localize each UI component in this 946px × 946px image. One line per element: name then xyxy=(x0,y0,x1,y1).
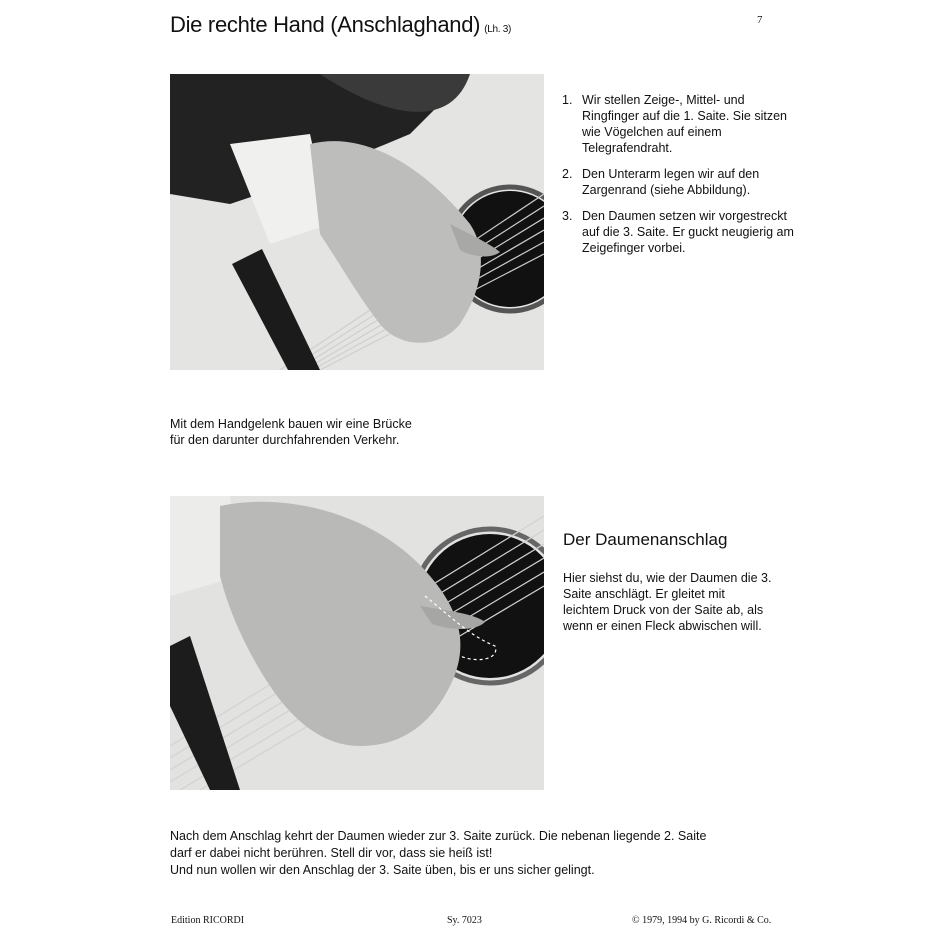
page-title xyxy=(170,12,511,38)
title-reference: (Lh. 3) xyxy=(484,24,511,35)
step-text: Wir stellen Zeige-, Mittel- und Ringfinger auf die 1. Saite. Sie sitzen wie Vögelchen auf einem Telegrafendraht. xyxy=(582,93,787,155)
closing-text xyxy=(170,828,790,879)
step-number: 1. xyxy=(562,93,573,107)
step-number: 2. xyxy=(562,167,573,181)
photo-right-hand-on-guitar xyxy=(170,74,544,370)
text-line: Und nun wollen wir den Anschlag der 3. Saite üben, bis er uns sicher gelingt. xyxy=(170,863,595,877)
section-paragraph: Hier siehst du, wie der Daumen die 3. Saite anschlägt. Er gleitet mit leichtem Druck von der Saite ab, als wenn er einen Fleck abwischen will. xyxy=(563,571,772,633)
list-item xyxy=(562,166,802,198)
instruction-list xyxy=(562,92,802,266)
photo-caption xyxy=(170,416,470,448)
step-text: Den Unterarm legen wir auf den Zargenrand (siehe Abbildung). xyxy=(582,167,760,197)
step-text: Den Daumen setzen wir vorgestreckt auf die 3. Saite. Er guckt neugierig am Zeigefinger vorbei. xyxy=(582,209,794,255)
caption-line: für den darunter durchfahrenden Verkehr. xyxy=(170,433,400,447)
title-text: Die rechte Hand (Anschlaghand) xyxy=(170,12,481,37)
page-number: 7 xyxy=(757,14,763,26)
footer-catalog-number: Sy. 7023 xyxy=(447,915,482,926)
list-item xyxy=(562,92,802,156)
caption-line: Mit dem Handgelenk bauen wir eine Brücke xyxy=(170,417,412,431)
step-number: 3. xyxy=(562,209,573,223)
footer-copyright: © 1979, 1994 by G. Ricordi & Co. xyxy=(632,915,772,926)
photo-thumb-stroke xyxy=(170,496,544,790)
section-heading: Der Daumenanschlag xyxy=(563,530,728,549)
list-item xyxy=(562,208,802,256)
text-line: darf er dabei nicht berühren. Stell dir vor, dass sie heiß ist! xyxy=(170,846,493,860)
text-line: Nach dem Anschlag kehrt der Daumen wieder zur 3. Saite zurück. Die nebenan liegende 2. Saite xyxy=(170,829,707,843)
footer-publisher: Edition RICORDI xyxy=(171,915,245,926)
